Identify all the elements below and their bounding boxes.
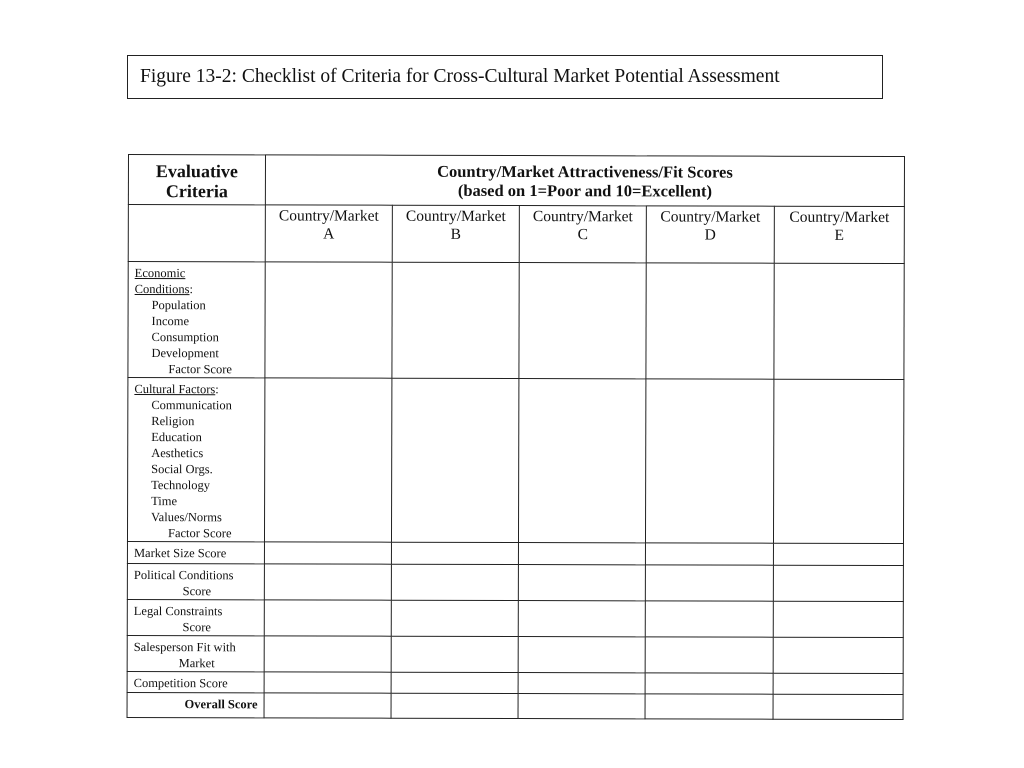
score-cell [264, 378, 391, 542]
score-cell [518, 694, 645, 719]
blank-header-cell [128, 205, 265, 262]
economic-conditions-row [128, 262, 904, 380]
score-cell [773, 565, 903, 601]
scores-header: Country/Market Attractiveness/Fit Scores (based on 1=Poor and 10=Excellent) [265, 155, 904, 207]
column-header-b: Country/Market B [392, 205, 519, 262]
score-cell [518, 379, 645, 543]
column-header-row [128, 205, 904, 264]
score-cell [773, 543, 903, 565]
score-cell [773, 637, 903, 673]
score-cell [265, 262, 392, 378]
criteria-checklist-table [127, 154, 905, 720]
overall-score-row [127, 692, 903, 719]
evaluative-criteria-header: Evaluative Criteria [128, 155, 265, 205]
score-cell [391, 542, 518, 564]
economic-conditions-criteria: Economic Conditions: Population Income Consumption Development Factor Score [128, 262, 265, 378]
score-cell [645, 637, 773, 673]
score-cell [518, 543, 645, 565]
score-cell [391, 672, 518, 693]
score-cell [518, 673, 645, 694]
score-cell [392, 262, 519, 378]
header-row [128, 155, 904, 207]
column-header-d: Country/Market D [646, 206, 774, 263]
column-header-c: Country/Market C [519, 206, 646, 263]
legal-constraints-criteria: Legal Constraints Score [127, 599, 264, 635]
score-cell [773, 601, 903, 637]
legal-constraints-row [127, 599, 903, 637]
score-cell [773, 379, 903, 543]
score-cell [774, 263, 904, 379]
market-size-criteria: Market Size Score [127, 542, 264, 564]
figure-title: Figure 13-2: Checklist of Criteria for Cross-Cultural Market Potential Assessment [127, 55, 883, 99]
political-conditions-row [127, 563, 903, 601]
salesperson-fit-criteria: Salesperson Fit with Market [127, 635, 264, 671]
score-cell [391, 378, 518, 542]
score-cell [645, 379, 773, 543]
market-size-row [127, 542, 903, 566]
overall-score-criteria: Overall Score [127, 692, 264, 717]
column-header-e: Country/Market E [774, 206, 904, 263]
salesperson-fit-row [127, 635, 903, 673]
score-cell [264, 636, 391, 672]
score-cell [264, 672, 391, 693]
score-cell [264, 564, 391, 600]
score-cell [645, 673, 773, 694]
score-cell [773, 673, 903, 694]
score-cell [391, 600, 518, 636]
cultural-factors-criteria: Cultural Factors: Communication Religion Education Aesthetics Social Orgs. Technology Time Values/Norms Factor Score [127, 378, 264, 542]
cultural-factors-row [127, 378, 903, 544]
competition-row [127, 671, 903, 694]
column-header-a: Country/Market A [265, 205, 392, 262]
score-cell [264, 600, 391, 636]
score-cell [773, 694, 903, 719]
score-cell [391, 693, 518, 718]
score-cell [646, 263, 774, 379]
score-cell [519, 263, 646, 379]
political-conditions-criteria: Political Conditions Score [127, 563, 264, 599]
score-cell [645, 565, 773, 601]
competition-criteria: Competition Score [127, 671, 264, 692]
score-cell [645, 601, 773, 637]
score-cell [518, 637, 645, 673]
score-cell [391, 564, 518, 600]
score-cell [391, 636, 518, 672]
score-cell [264, 542, 391, 564]
score-cell [645, 543, 773, 565]
score-cell [518, 601, 645, 637]
score-cell [645, 694, 773, 719]
score-cell [518, 565, 645, 601]
score-cell [264, 693, 391, 718]
